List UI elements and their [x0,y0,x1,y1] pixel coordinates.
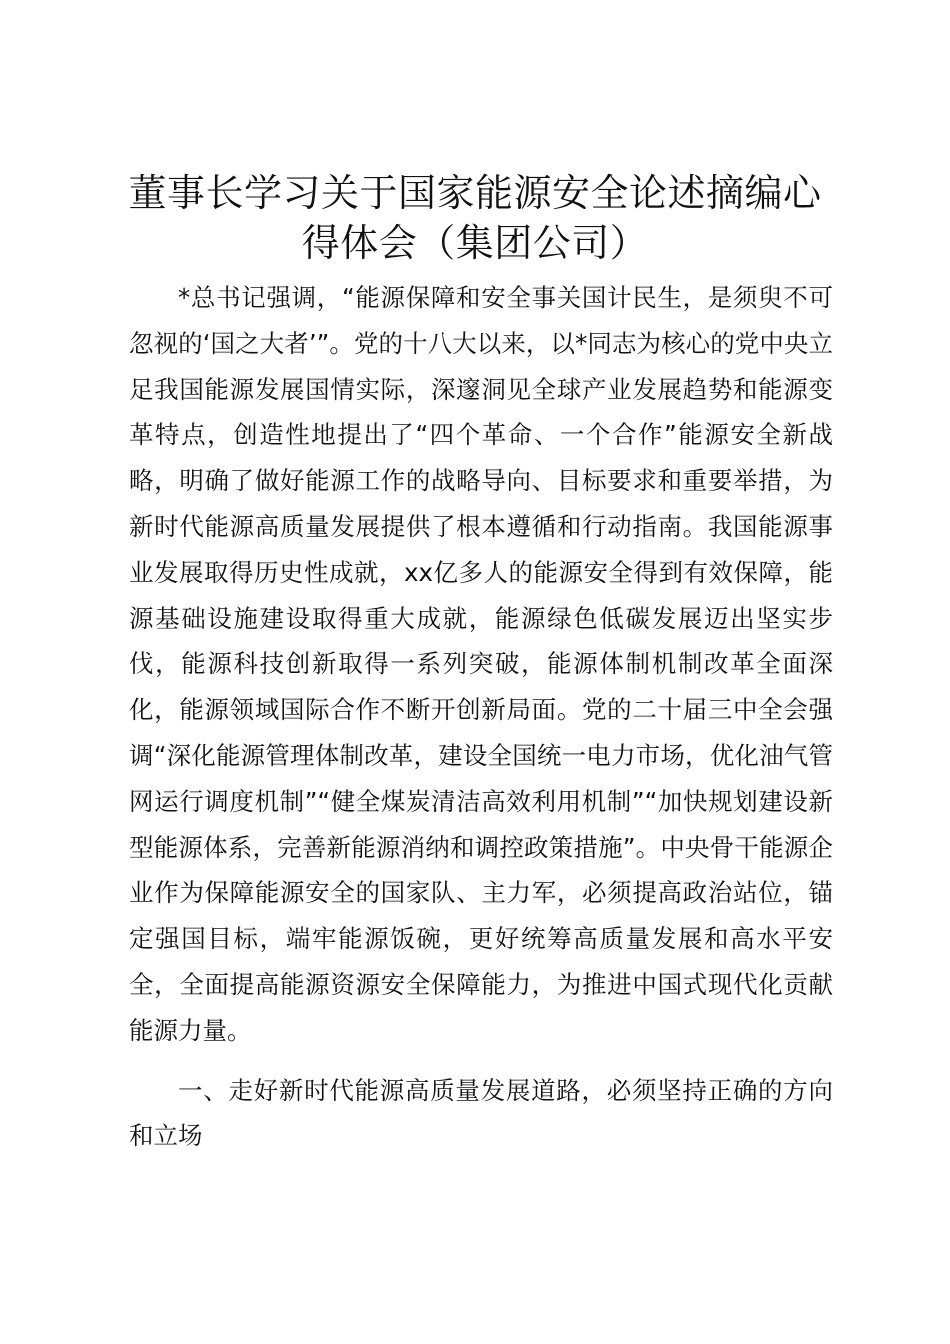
body-paragraph: *总书记强调，“能源保障和安全事关国计民生，是须臾不可忽视的‘国之大者’”。党的十八大以来，以*同志为核心的党中央立足我国能源发展国情实际，深邃洞见全球产业发展趋势和能源变革特点，创造性地提出了“四个革命、一个合作”能源安全新战略，明确了做好能源工作的战略导向、目标要求和重要举措，为新时代能源高质量发展提供了根本遵循和行动指南。我国能源事业发展取得历史性成就，xx亿多人的能源安全得到有效保障，能源基础设施建设取得重大成就，能源绿色低碳发展迈出坚实步伐，能源科技创新取得一系列突破，能源体制机制改革全面深化，能源领域国际合作不断开创新局面。党的二十届三中全会强调“深化能源管理体制改革，建设全国统一电力市场，优化油气管网运行调度机制”“健全煤炭清洁高效利用机制”“加快规划建设新型能源体系，完善新能源消纳和调控政策措施”。中央骨干能源企业作为保障能源安全的国家队、主力军，必须提高政治站位，锚定强国目标，端牢能源饭碗，更好统筹高质量发展和高水平安全，全面提高能源资源安全保障能力，为推进中国式现代化贡献能源力量。 [129,283,833,1045]
section-heading: 一、走好新时代能源高质量发展道路，必须坚持正确的方向和立场 [129,1075,833,1150]
document-title: 董事长学习关于国家能源安全论述摘编心得体会（集团公司） [128,171,822,265]
document-body [129,275,833,1158]
